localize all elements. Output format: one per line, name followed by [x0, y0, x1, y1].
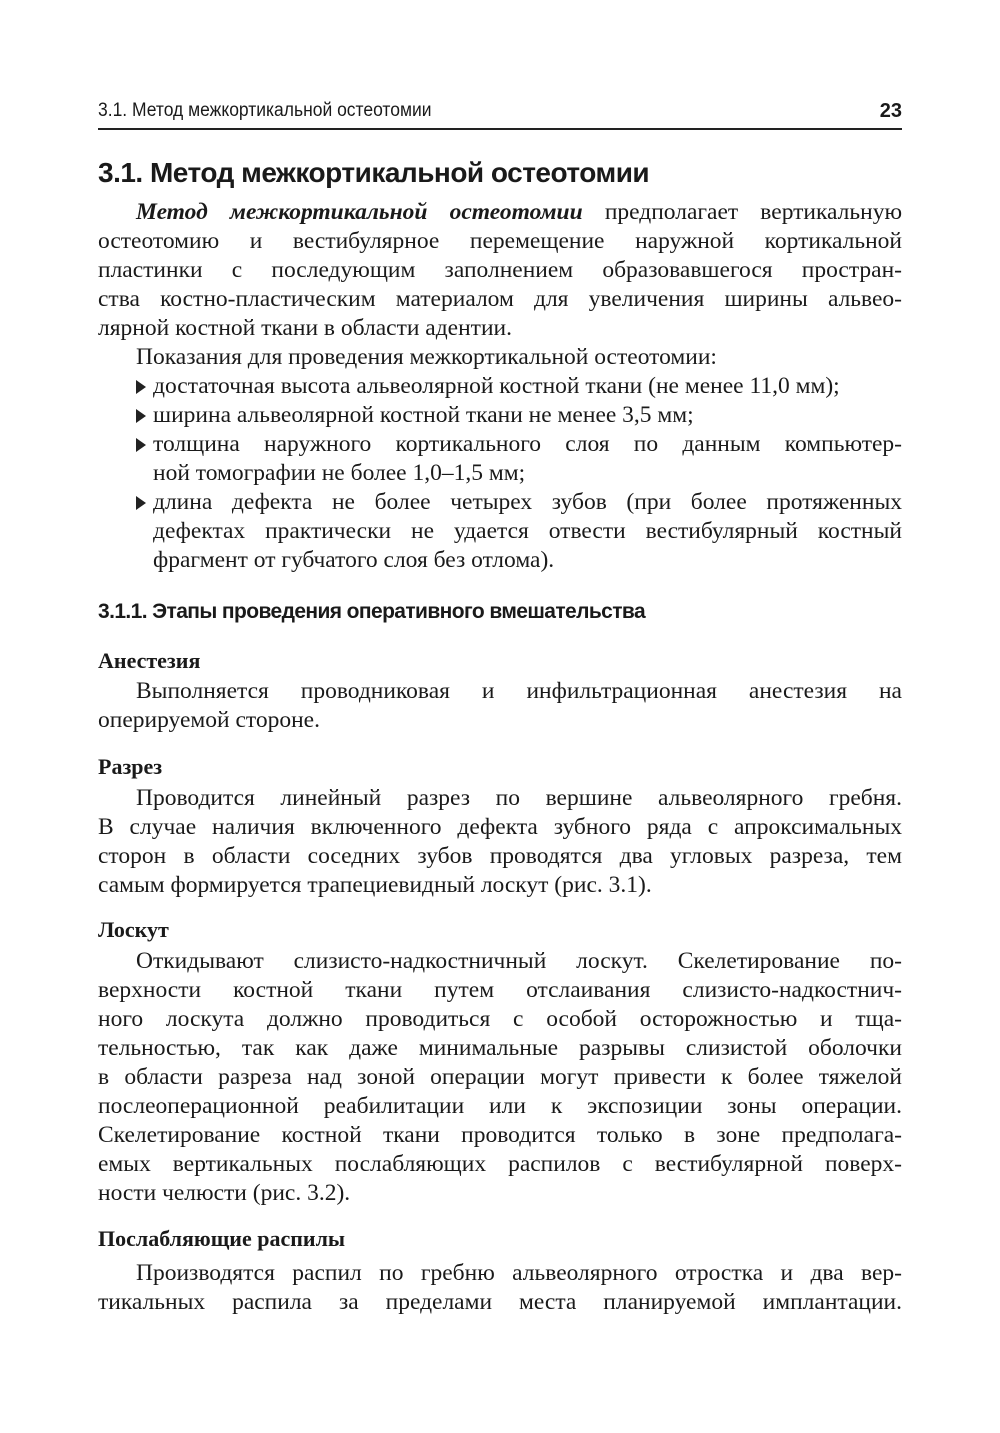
text-line: оперируемой стороне. — [98, 707, 320, 733]
subheading: Анестезия — [98, 648, 201, 673]
subsection-title: 3.1.1. Этапы проведения оперативного вмешательства — [98, 600, 646, 623]
section-paragraph — [98, 677, 902, 735]
text-line: ства костно-пластическим материалом для увеличения ширины альвео- — [98, 286, 902, 312]
text-line: В случае наличия включенного дефекта зубного ряда с апроксимальных — [98, 814, 902, 840]
text-line: ного лоскута должно проводиться с особой осторожностью и тща- — [98, 1006, 902, 1032]
text-line: Проводится линейный разрез по вершине альвеолярного гребня. — [136, 785, 902, 811]
section-paragraph — [98, 784, 902, 900]
text-line: послеоперационной реабилитации или к экспозиции зоны операции. — [98, 1093, 902, 1119]
text-line: фрагмент от губчатого слоя без отлома). — [153, 547, 555, 573]
text-line: Откидывают слизисто-надкостничный лоскут. Скелетирование по- — [136, 948, 902, 974]
section-paragraph — [98, 947, 902, 1208]
lead-rest: предполагает вертикальную — [582, 199, 902, 225]
text-line: в области разреза над зоной операции могут привести к более тяжелой — [98, 1064, 902, 1090]
header-rule — [98, 128, 902, 130]
running-header: 3.1. Метод межкортикальной остеотомии — [98, 100, 432, 121]
text-line: самым формируется трапециевидный лоскут (рис. 3.1). — [98, 872, 652, 898]
text-line: ности челюсти (рис. 3.2). — [98, 1180, 351, 1206]
section-paragraph — [98, 1259, 902, 1317]
bullet-item: длина дефекта не более четырех зубов (при более протяженных — [98, 488, 902, 517]
bullet-item: толщина наружного кортикального слоя по данным компьютер- — [98, 430, 902, 459]
text-line: тельностью, так как даже минимальные разрывы слизистой оболочки — [98, 1035, 902, 1061]
text-line — [98, 198, 902, 227]
text-line: сторон в области соседних зубов проводятся два угловых разреза, тем — [98, 843, 902, 869]
page-number: 23 — [879, 100, 902, 122]
text-line: верхности костной ткани путем отслаивания слизисто-надкостнич- — [98, 977, 902, 1003]
section-title: 3.1. Метод межкортикальной остеотомии — [98, 157, 650, 188]
bullet-item: достаточная высота альвеолярной костной ткани (не менее 11,0 мм); — [98, 372, 902, 401]
text-line: пластинки с последующим заполнением образовавшегося простран- — [98, 257, 902, 283]
text-line: лярной костной ткани в области адентии. — [98, 315, 512, 341]
text-line: ной томографии не более 1,0–1,5 мм; — [153, 460, 526, 486]
text-line: дефектах практически не удается отвести вестибулярный костный — [153, 518, 902, 544]
bullet-item: ширина альвеолярной костной ткани не менее 3,5 мм; — [98, 401, 902, 430]
text-line: Производятся распил по гребню альвеолярного отростка и два вер- — [136, 1260, 902, 1286]
text-line: Скелетирование костной ткани проводится только в зоне предполага- — [98, 1122, 902, 1148]
text-line: остеотомию и вестибулярное перемещение наружной кортикальной — [98, 228, 902, 254]
text-line: Выполняется проводниковая и инфильтрационная анестезия на — [136, 678, 902, 704]
text-line: емых вертикальных послабляющих распилов с вестибулярной поверх- — [98, 1151, 902, 1177]
indications-list — [98, 343, 902, 575]
subheading: Лоскут — [98, 917, 169, 942]
indications-intro: Показания для проведения межкортикальной остеотомии: — [136, 344, 717, 370]
lead-term: Метод межкортикальной остеотомии — [136, 199, 583, 225]
subheading: Разрез — [98, 754, 163, 779]
subheading: Послабляющие распилы — [98, 1226, 346, 1251]
text-line: тикальных распила за пределами места планируемой имплантации. — [98, 1289, 902, 1315]
intro-paragraph — [98, 198, 902, 343]
